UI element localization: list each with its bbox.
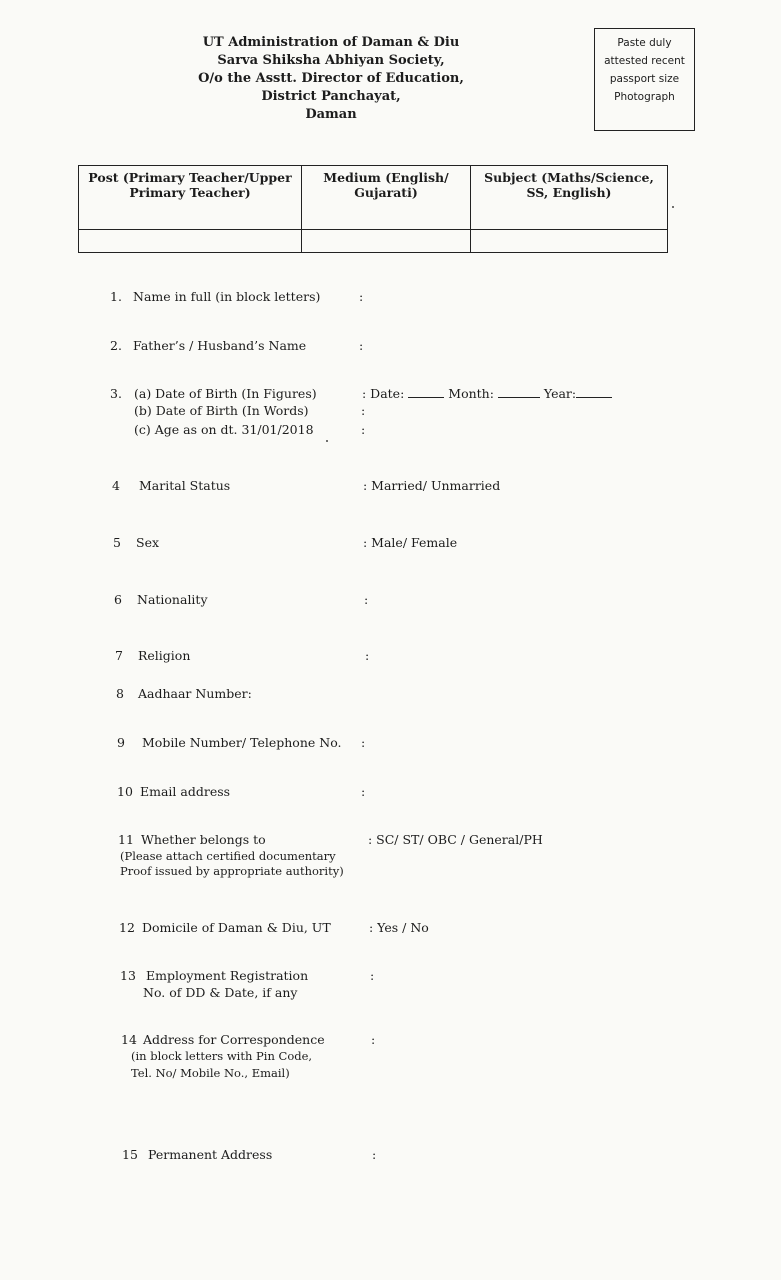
field-label-sub: No. of DD & Date, if any — [143, 985, 298, 1000]
marital-status-options[interactable]: : Married/ Unmarried — [363, 478, 501, 493]
field-label: Whether belongs to — [141, 832, 266, 847]
field-label: Name in full (in block letters) — [133, 289, 321, 304]
field-number: 13 — [120, 968, 136, 983]
header-line-5: Daman — [305, 107, 357, 122]
year-label: Year: — [543, 386, 577, 401]
month-blank[interactable] — [498, 385, 540, 398]
mobile-input[interactable]: : — [361, 735, 366, 750]
header-line-3: O/o the Asstt. Director of Education, — [198, 71, 464, 86]
form-header — [150, 34, 512, 124]
header-line-2: Sarva Shiksha Abhiyan Society, — [217, 53, 445, 68]
field-number: 8 — [116, 686, 124, 701]
field-number: 6 — [114, 592, 122, 607]
correspondence-address-input[interactable]: : — [371, 1032, 376, 1047]
scan-speck — [672, 206, 674, 208]
field-label: Permanent Address — [148, 1147, 273, 1162]
field-label: Employment Registration — [146, 968, 309, 983]
correspondence-note-line-2: Tel. No/ Mobile No., Email) — [131, 1066, 290, 1080]
month-label: Month: — [448, 386, 494, 401]
field-label: Marital Status — [139, 478, 231, 493]
field-number: 5 — [113, 535, 121, 550]
field-number: 12 — [119, 920, 135, 935]
field-number: 10 — [117, 784, 133, 799]
field-label-dob-words: (b) Date of Birth (In Words) — [134, 403, 309, 418]
medium-cell[interactable] — [302, 230, 471, 253]
post-selection-table — [78, 165, 668, 253]
field-label: Address for Correspondence — [143, 1032, 325, 1047]
sex-options[interactable]: : Male/ Female — [363, 535, 458, 550]
photo-box-line-3: passport size — [609, 73, 680, 85]
field-number: 1. — [110, 289, 122, 304]
field-label: Email address — [140, 784, 231, 799]
employment-registration-input[interactable]: : — [370, 968, 375, 983]
post-column-header: Post (Primary Teacher/Upper Primary Teacher) — [79, 166, 302, 230]
field-number: 14 — [121, 1032, 137, 1047]
field-label: Aadhaar Number: — [138, 686, 252, 701]
field-number: 7 — [115, 648, 123, 663]
year-blank[interactable] — [576, 385, 612, 398]
category-note-line-2: Proof issued by appropriate authority) — [120, 864, 344, 878]
category-note-line-1: (Please attach certified documentary — [120, 849, 336, 863]
field-label: Domicile of Daman & Diu, UT — [142, 920, 331, 935]
field-label: Religion — [138, 648, 191, 663]
field-label: Father’s / Husband’s Name — [133, 338, 307, 353]
field-label-dob-figures: (a) Date of Birth (In Figures) — [134, 386, 317, 401]
field-label-age: (c) Age as on dt. 31/01/2018 — [134, 422, 314, 437]
domicile-options[interactable]: : Yes / No — [369, 920, 429, 935]
photo-placeholder-box[interactable] — [594, 28, 695, 131]
photo-box-line-4: Photograph — [614, 91, 675, 103]
nationality-input[interactable]: : — [364, 592, 369, 607]
medium-column-header: Medium (English/ Gujarati) — [302, 166, 471, 230]
field-number: 9 — [117, 735, 125, 750]
field-number: 2. — [110, 338, 122, 353]
correspondence-note-line-1: (in block letters with Pin Code, — [131, 1049, 313, 1063]
photo-box-line-1: Paste duly — [617, 37, 672, 49]
age-input[interactable]: : — [361, 422, 366, 437]
permanent-address-input[interactable]: : — [372, 1147, 377, 1162]
dob-words-input[interactable]: : — [361, 403, 366, 418]
field-label: Nationality — [137, 592, 208, 607]
field-number: 3. — [110, 386, 122, 401]
father-name-input[interactable]: : — [359, 338, 364, 353]
field-number: 11 — [118, 832, 134, 847]
email-input[interactable]: : — [361, 784, 366, 799]
photo-box-line-2: attested recent — [604, 55, 685, 67]
date-blank[interactable] — [408, 385, 444, 398]
religion-input[interactable]: : — [365, 648, 370, 663]
category-options[interactable]: : SC/ ST/ OBC / General/PH — [368, 832, 543, 847]
name-input[interactable]: : — [359, 289, 364, 304]
header-line-1: UT Administration of Daman & Diu — [202, 35, 460, 50]
field-label: Mobile Number/ Telephone No. — [142, 735, 342, 750]
field-number: 4 — [112, 478, 120, 493]
field-label: Sex — [136, 535, 160, 550]
subject-cell[interactable] — [471, 230, 668, 253]
subject-column-header: Subject (Maths/Science, SS, English) — [471, 166, 668, 230]
scan-speck — [326, 440, 328, 442]
header-line-4: District Panchayat, — [261, 89, 401, 104]
field-number: 15 — [122, 1147, 138, 1162]
dob-date-input[interactable] — [362, 385, 612, 402]
post-cell[interactable] — [79, 230, 302, 253]
date-label: : Date: — [362, 386, 405, 401]
